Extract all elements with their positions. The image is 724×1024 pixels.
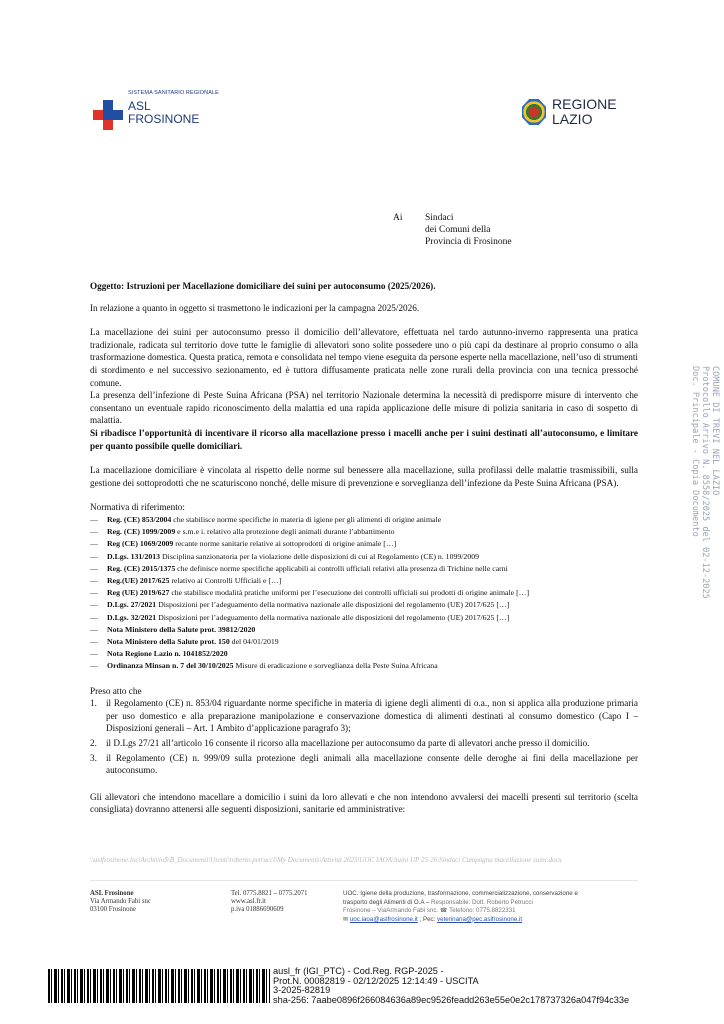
preso-atto-title: Preso atto che [90,685,142,696]
footer-contacts: Tel. 0775.8821 – 0775.2071 www.asl.fr.it p.iva 01886690609 [231,890,308,913]
asl-logo-subtitle: SISTEMA SANITARIO REGIONALE [128,90,219,96]
normativa-item: — Nota Regione Lazio n. 1041852/2020 [90,649,228,659]
normativa-item: — Reg (UE) 2019/627 che stabilisce modalità pratiche uniformi per l’esecuzione dei controlli ufficiali sui prodotti di origine animale […] [90,588,530,598]
footer-divider [90,880,638,881]
intro-paragraph: In relazione a quanto in oggetto si trasmettono le indicazioni per la campagna 2025/2026. [90,302,420,313]
normativa-item: — Ordinanza Minsan n. 7 del 30/10/2025 Misure di eradicazione e sorveglianza della Peste Suina Africana [90,661,438,671]
normativa-item: — D.Lgs. 131/2013 Disciplina sanzionatoria per la violazione delle disposizioni di cui al Regolamento (CE) n. 1099/2009 [90,551,480,561]
addressee-label: Ai [393,213,403,223]
preso-atto-list [90,697,638,777]
closing-paragraph: Gli allevatori che intendono macellare a domicilio i suini da loro allevati e che non intendono avvalersi dei macelli presenti sul territorio (scelta consigliata) dovranno attenersi alle seguenti disposizioni, sanitarie ed amministrative: [90,791,638,815]
protocol-watermark: COMUNE DI TREVI NEL LAZIO Protocollo Arrivo N. 8558/2025 del 02-12-2025 Doc. Principale - Copia Documento [690,366,720,599]
normativa-item: — D.Lgs. 27/2021 Disposizioni per l’adeguamento della normativa nazionale alle disposizioni del regolamento (UE) 2017/625 […] [90,600,510,610]
normativa-item: — Reg. (CE) 2015/1375 che definisce norme specifiche applicabili ai controlli ufficiali relativi alla presenza di Trichine nelle carni [90,563,508,573]
lazio-logo-name: REGIONE LAZIO [552,96,617,127]
preso-atto-item: 3. il Regolamento (CE) n. 999/09 sulla protezione degli animali alla macellazione consente delle deroghe ai fini della macellazione per autoconsumo. [90,752,638,776]
asl-frosinone-logo [93,90,243,135]
barcode [48,969,270,1003]
footer-department: UOC. Igiene della produzione, trasformazione, commercializzazione, conservazione e trasporto degli Alimenti di O.A – Responsabile: Dott. Roberto Petrucci Frosinone – ViaArmando Fabi snc. ☎ Telefono: 0775.8822331 ✉ uoc.iaoa@aslfrosinone.it ; Pec: veterinaria@pec.aslfrosinone.it [343,890,578,923]
paragraph-psa: La presenza dell’infezione di Peste Suina Africana (PSA) nel territorio Nazionale determina la necessità di predisporre misure di intervento che consentano un eventuale rapido riconoscimento della malattia ed una rapida applicazione delle misure di polizia sanitaria in caso di sospetto di malattia. [90,390,638,426]
normativa-item: — Nota Ministero della Salute prot. 150 del 04/01/2019 [90,636,279,646]
preso-atto-item: 1. il Regolamento (CE) n. 853/04 riguardante norme specifiche in materia di igiene degli alimenti di o.a., non si applica alla produzione primaria per uso domestico e alla preparazione manipolazione e conservazione domestica di alimenti destinati al consumo domestico (Capo I – Disposizioni generali – Art. 1 Ambito d’applicazione paragrafo 3); [90,698,638,734]
paragraph-constraints: La macellazione domiciliare è vincolata al rispetto delle norme sul benessere alla macellazione, sulla profilassi delle malattie trasmissibili, sulla gestione dei sottoprodotti che ne scaturiscono nonché, delle misure di prevenzione e sorveglianza dell’infezione da Peste Suina Africana (PSA). [90,465,638,488]
lazio-emblem-icon [522,99,546,125]
normativa-list [90,514,638,673]
normativa-item: — Reg (CE) 1069/2009 recante norme sanitarie relative ai sottoprodotti di origine animale […] [90,539,397,549]
paragraph-emphasis: Si ribadisce l’opportunità di incentivare il ricorso alla macellazione presso i macelli anche per i suini destinati all’autoconsumo, e limitare per quanto possibile quelle domiciliari. [90,427,638,451]
normativa-item: — D.Lgs. 32/2021 Disposizioni per l’adeguamento della normativa nazionale alle disposizioni del regolamento (UE) 2017/625 […] [90,612,510,622]
asl-cross-icon [93,100,123,130]
pec-link[interactable]: veterinaria@pec.aslfrosinone.it [437,915,523,923]
addressee-lines: Sindaci dei Comuni della Provincia di Frosinone [425,213,512,247]
mail-icon: ✉ [343,915,349,923]
asl-logo-name: ASL FROSINONE [128,99,200,126]
footer-address: ASL Frosinone Via Armando Fabi snc 03100 Frosinone [90,890,151,913]
normativa-item: — Reg. (CE) 1099/2009 e s.m.e i. relativo alla protezione degli animali durante l’abbattimento [90,527,395,537]
normativa-item: — Nota Ministero della Salute prot. 39812/2020 [90,624,256,634]
regione-lazio-logo [522,96,642,130]
normativa-item: — Reg.(UE) 2017/625 relativo ai Controlli Ufficiali e […] [90,575,282,585]
letter-body [90,280,638,816]
email-link[interactable]: uoc.iaoa@aslfrosinone.it [349,915,418,923]
protocol-stamp: ausl_fr (IGI_PTC) - Cod.Reg. RGP-2025 - Prot.N. 00082819 - 02/12/2025 12:14:49 - USCITA 3-2025-82819 sha-256: 7aabe0896f266084636a89ec9526feadd263e55e0e2c178737326a047f94c33e [273,966,630,1005]
paragraph-tradition: La macellazione dei suini per autoconsumo presso il domicilio dell’allevatore, effettuata nel tardo autunno-inverno rappresenta una pratica tradizionale, radicata sul territorio dove tutte le famiglie di allevatori sono solite possedere uno o più capi da destinare al proprio consumo o alla trasformazione domestica. Questa pratica, remota e consolidata nel tempo viene eseguita da persone esperte nella macellazione, nell’uso di strumenti di stordimento e nel successivo sezionamento, ed è tuttora diffusamente praticata nelle zone rurali della provincia con una tecnica pressoché comune. [90,327,638,388]
normativa-item: — Reg. (CE) 853/2004 che stabilisce norme specifiche in materia di igiene per gli alimenti di origine animale [90,514,442,524]
preso-atto-item: 2. il D.Lgs 27/21 all’articolo 16 consente il ricorso alla macellazione per autoconsumo da parte di allevatori anche presso il domicilio. [90,737,590,748]
file-path: \\aslfrosinone.loc\Archivio$\B_Documenti\Utenti\roberto.petrucci\My Documents\Attività 2025\UOC IAOA\Suini UP 25-26\Sindaci Campagna macellazione suini.docx [90,856,562,864]
subject-line: Oggetto: Istruzioni per Macellazione domiciliare dei suini per autoconsumo (2025/2026). [90,281,436,291]
normativa-title: Normativa di riferimento: [90,502,185,513]
